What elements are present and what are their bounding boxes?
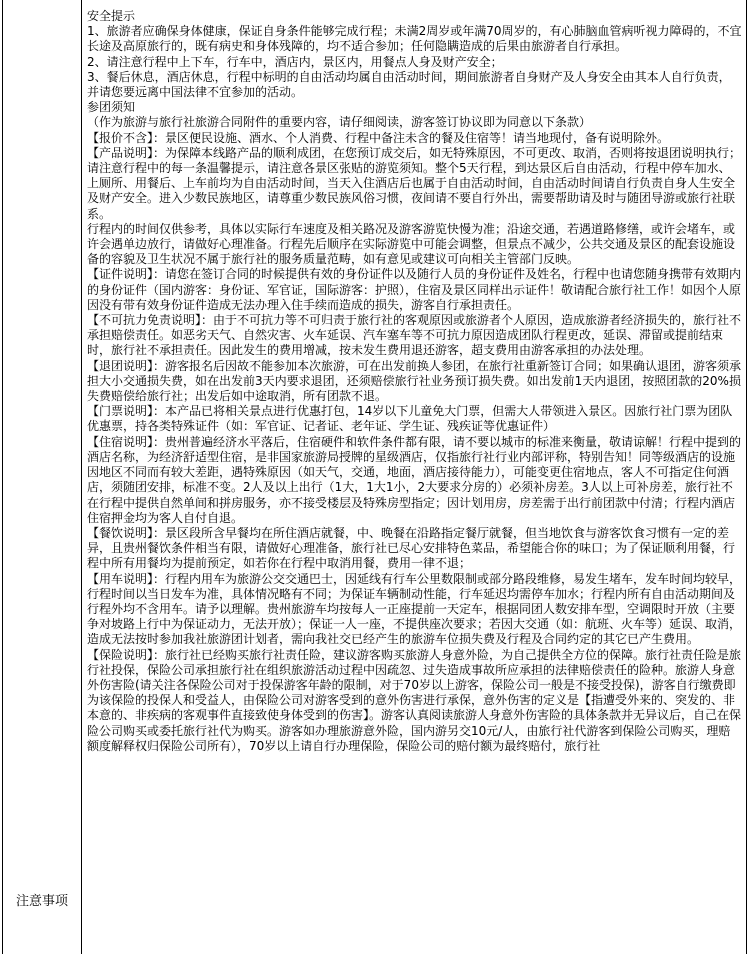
notice-intro: （作为旅游与旅行社旅游合同附件的重要内容，请仔细阅读，游客签订协议即为同意以下条款） (87, 115, 592, 130)
notice-paragraph: 【住宿说明】：贵州普遍经济水平落后，住宿硬件和软件条件都有限，请不要以城市的标准来衡量，敬请谅解！行程中提到的酒店名称，为经济舒适型住宿，是非国家旅游局授牌的星级酒店，仅指旅行社行业内部评称，特别告知！同等级酒店的设施因地区不同而有较大差距，遇特殊原因（如天气，交通，地面，酒店接待能力），可能变更住宿地点，客人不可指定住何酒店，须随团安排，标准不变。2人及以上出行（1大，1大1小，2大要求分房的）必须补房差。3人以上可补房差，旅行社不在行程中提供自然单间和拼房服务，亦不接受楼层及特殊房型指定；因计划用房，房差需于出行前团款中付清；行程内酒店住宿押金均为客人自付自退。 (87, 434, 742, 525)
notice-paragraph: 【产品说明】：为保障本线路产品的顺利成团，在您预订成交后，如无特殊原因，不可更改、取消，否则将按退团说明执行；请注意行程中的每一条温馨提示，请注意各景区张贴的游览须知。整个5天行程，到达景区后自由活动，行程中停车加水、上厕所、用餐后、上车前均为自由活动时间，当天入住酒店后也属于自由活动时间，自由活动时间请自行负责自身人生安全及财产安全。进入少数民族地区，请尊重少数民族风俗习惯，夜间请不要自行外出，需要帮助请及时与随团导游或旅行社联系。 (87, 145, 742, 221)
safety-item: 3、餐后休息，酒店休息，行程中标明的自由活动均属自由活动时间，期间旅游者自身财产及人身安全由其本人自行负责，并请您要远离中国法律不宜参加的活动。 (87, 69, 731, 100)
notice-paragraph: 【餐饮说明】：景区段所含早餐均在所住酒店就餐，中、晚餐在沿路指定餐厅就餐，但当地饮食与游客饮食习惯有一定的差异，且贵州餐饮条件相当有限，请做好心理准备，旅行社已尽心安排特色菜品，希望能合你的味口；为了保证顺利用餐，行程中所有用餐均为提前预定，如若你在行程中取消用餐，费用一律不退； (87, 525, 736, 571)
notice-paragraph: 【证件说明】：请您在签订合同的时候提供有效的身份证件以及随行人员的身份证件及姓名，行程中也请您随身携带有效期内的身份证件（国内游客：身份证、军官证，国际游客：护照），住宿及景区同样出示证件！敬请配合旅行社工作！如因个人原因没有带有效身份证件造成无法办理入住手续而造成的损失，游客自行承担责任。 (87, 267, 742, 312)
notice-paragraph: 【用车说明】：行程内用车为旅游公交交通巴士，因延线有行车公里数限制或部分路段维修，易发生堵车，发车时间均较早，行程时间以当日发车为准，具体情况略有不同；为保证车辆制动性能，行车延迟均需停车加水；行程内所有自由活动期间及行程外均不含用车。请予以理解。贵州旅游车均按每人一正座提前一天定车，根据同团人数安排车型，空调限时开放（主要争对坡路上行中为保证动力，无法开放）；保证一人一座，不提供座次要求；若因大交通（如：航班、火车等）延误、取消，造成无法按时参加我社旅游团计划者，需向我社交已经产生的旅游车位损失费及行程及合同约定的其它已产生费用。 (87, 571, 742, 647)
notice-paragraph: 【报价不含】：景区便民设施、酒水、个人消费、行程中备注未含的餐及住宿等！请当地现付，备有说明除外。 (87, 130, 670, 145)
notes-label: 注意事项 (15, 894, 68, 909)
notice-paragraph: 行程内的时间仅供参考，具体以实际行车速度及相关路况及游客游览快慢为准；沿途交通，若遇道路修缮，或许会堵车，或许会遇单边放行，请做好心理准备。行程先后顺序在实际游览中可能会调整，但景点不减少，公共交通及景区的配套设施设备的容貌及卫生状况不属于旅行社的服务质量范畴，如有意见或建议可向相关主管部门反映。 (87, 221, 736, 267)
safety-title: 安全提示 (87, 9, 136, 23)
notes-content (82, 0, 745, 754)
notes-table (2, 0, 747, 954)
label-cell (3, 0, 82, 954)
notice-paragraph: 【门票说明】：本产品已将相关景点进行优惠打包，14岁以下儿童免大门票，但需大人带领进入景区。因旅行社门票为团队优惠票，持各类特殊证件（如：军官证、记者证、老年证、学生证、残疾证等优惠证件） (87, 404, 733, 434)
notice-paragraph: 【不可抗力免责说明】：由于不可抗力等不可归责于旅行社的客观原因或旅游者个人原因，造成旅游者经济损失的，旅行社不承担赔偿责任。如恶劣天气、自然灾害、火车延误、汽车塞车等不可抗力原因造成团队行程更改，延误、滞留或提前结束时，旅行社不承担责任。因此发生的费用增减，按未发生费用退还游客，超支费用由游客承担的办法处理。 (87, 313, 742, 358)
notice-paragraph: 【保险说明】：旅行社已经购买旅行社责任险，建议游客购买旅游人身意外险，为自己提供全方位的保障。旅行社责任险是旅行社投保，保险公司承担旅行社在组织旅游活动过程中因疏忽、过失造成事故所应承担的法律赔偿责任的险种。旅游人身意外伤害险(请关注各保险公司对于投保游客年龄的限制，对于70岁以上游客，保险公司一般是不接受投保)，游客自行缴费即为该保险的投保人和受益人，由保险公司对游客受到的意外伤害进行承保，意外伤害的定义是【指遭受外来的、突发的、非本意的、非疾病的客观事件直接致使身体受到的伤害】。游客认真阅读旅游人身意外伤害险的具体条款并无异议后，自己在保险公司购买或委托旅行社代为购买。游客如办理旅游意外险，国内游另交10元/人，由旅行社代游客到保险公司购买，理赔额度解释权归保险公司所有），70岁以上请自行办理保险，保险公司的赔付额为最终赔付，旅行社 (87, 647, 742, 753)
notice-paragraph: 【退团说明】：游客报名后因故不能参加本次旅游，可在出发前换人参团，在旅行社重新签订合同；如果确认退团，游客须承担大小交通损失费，如在出发前3天内要求退团，还须赔偿旅行社业务预订损失费。如出发前1天内退团，按照团款的20%损失费赔偿给旅行社；出发后如中途取消，所有团款不退。 (87, 358, 742, 404)
content-cell (82, 0, 745, 954)
notice-title: 参团须知 (87, 100, 136, 115)
safety-item: 1、旅游者应确保身体健康，保证自身条件能够完成行程；未满2周岁或年满70周岁的，有心肺脑血管病听视力障碍的，不宜长途及高原旅行的，既有病史和身体残障的，均不适合参加；任何隐瞒造成的后果由旅游者自行承担。 (87, 24, 742, 54)
safety-item: 2、请注意行程中上下车，行车中，酒店内，景区内，用餐点人身及财产安全； (87, 54, 503, 69)
